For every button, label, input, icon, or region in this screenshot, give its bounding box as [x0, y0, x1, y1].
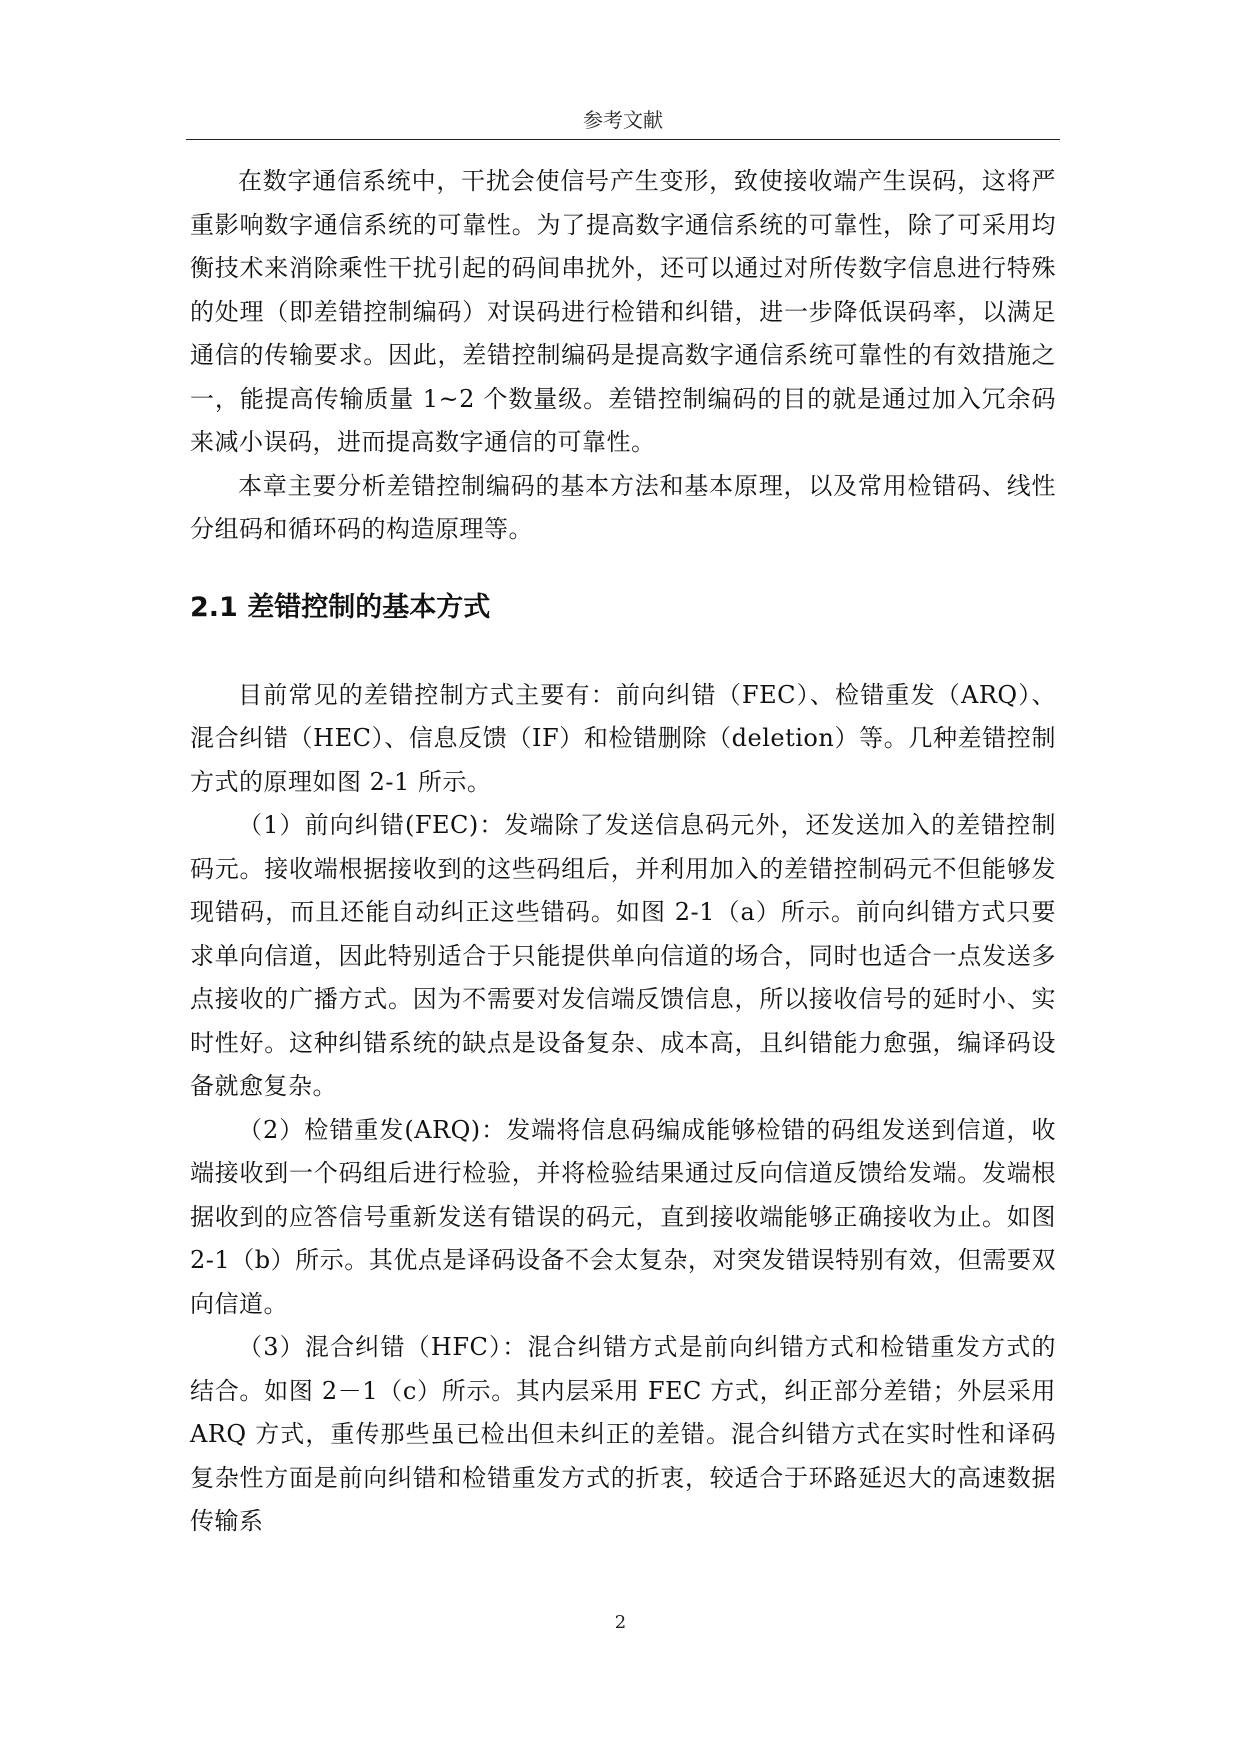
page-body [190, 160, 1056, 1544]
header-rule [186, 139, 1060, 140]
running-header: 参考文献 [583, 108, 663, 132]
section-paragraph-fec: （1）前向纠错(FEC)：发端除了发送信息码元外，还发送加入的差错控制码元。接收端根据接收到的这些码组后，并利用加入的差错控制码元不但能够发现错码，而且还能自动纠正这些错码。如图 2-1（a）所示。前向纠错方式只要求单向信道，因此特别适合于只能提供单向信道的场合，同时也适合一点发送多点接收的广播方式。因为不需要对发信端反馈信息，所以接收信号的延时小、实时性好。这种纠错系统的缺点是设备复杂、成本高，且纠错能力愈强，编译码设备就愈复杂。 [190, 811, 1056, 1100]
section-paragraph-hybrid: （3）混合纠错（HFC）：混合纠错方式是前向纠错方式和检错重发方式的结合。如图 2－1（c）所示。其内层采用 FEC 方式，纠正部分差错；外层采用 ARQ 方式，重传那些虽已检出但未纠正的差错。混合纠错方式在实时性和译码复杂性方面是前向纠错和检错重发方式的折衷，较适合于环路延迟大的高速数据传输系 [190, 1333, 1056, 1535]
intro-paragraph-1: 在数字通信系统中，干扰会使信号产生变形，致使接收端产生误码，这将严重影响数字通信系统的可靠性。为了提高数字通信系统的可靠性，除了可采用均衡技术来消除乘性干扰引起的码间串扰外，还可以通过对所传数字信息进行特殊的处理（即差错控制编码）对误码进行检错和纠错，进一步降低误码率，以满足通信的传输要求。因此，差错控制编码是提高数字通信系统可靠性的有效措施之一，能提高传输质量 1~2 个数量级。差错控制编码的目的就是通过加入冗余码来减小误码，进而提高数字通信的可靠性。 [190, 167, 1056, 456]
section-heading: 2.1 差错控制的基本方式 [190, 591, 491, 623]
page-number: 2 [614, 1612, 627, 1633]
intro-paragraph-2: 本章主要分析差错控制编码的基本方法和基本原理，以及常用检错码、线性分组码和循环码的构造原理等。 [190, 471, 1056, 543]
section-paragraph-1: 目前常见的差错控制方式主要有：前向纠错（FEC）、检错重发（ARQ）、混合纠错（HEC）、信息反馈（IF）和检错删除（deletion）等。几种差错控制方式的原理如图 2-1 所示。 [190, 680, 1056, 796]
section-paragraph-arq: （2）检错重发(ARQ)：发端将信息码编成能够检错的码组发送到信道，收端接收到一个码组后进行检验，并将检验结果通过反向信道反馈给发端。发端根据收到的应答信号重新发送有错误的码元，直到接收端能够正确接收为止。如图 2-1（b）所示。其优点是译码设备不会太复杂，对突发错误特别有效，但需要双向信道。 [190, 1115, 1056, 1318]
